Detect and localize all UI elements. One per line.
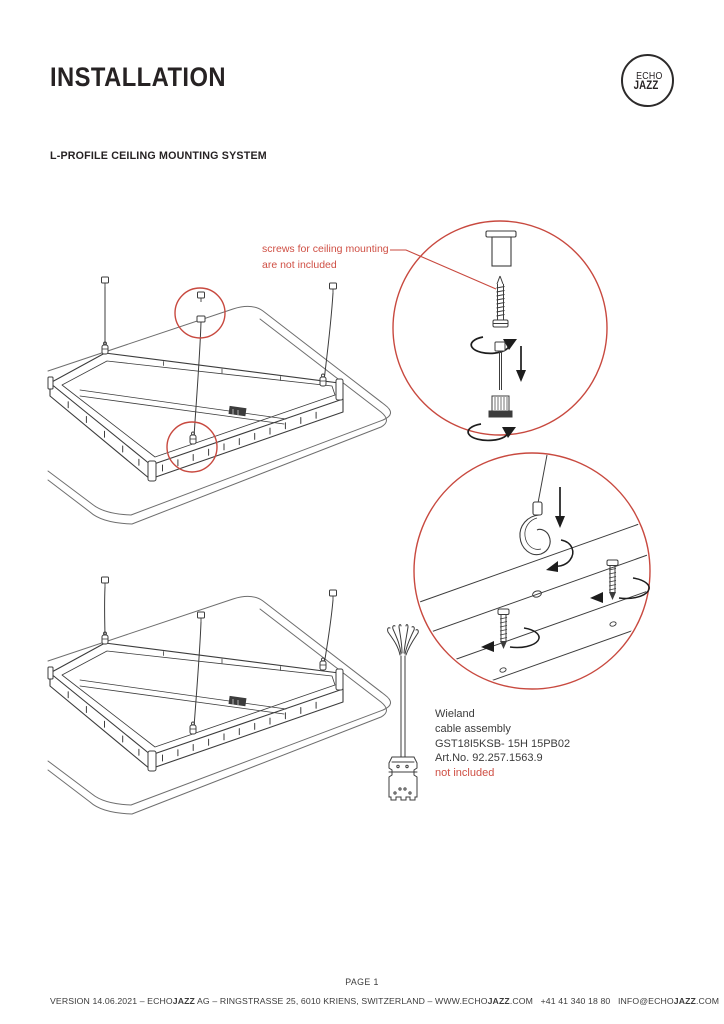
- footer-seg-address: AG – RINGSTRASSE 25, 6010 KRIENS, SWITZERLAND – WWW.ECHO: [194, 996, 488, 1006]
- footer-seg-phone: +41 41 340 18 80: [540, 996, 618, 1006]
- detail-circle-screw-assembly: [393, 221, 607, 440]
- footer-line: [50, 996, 720, 1006]
- wieland-not-included: not included: [435, 767, 495, 780]
- wieland-line4: Art.No. 92.257.1563.9: [435, 752, 543, 765]
- footer-seg-jazz1: JAZZ: [172, 996, 195, 1006]
- wieland-caption: [435, 707, 570, 781]
- ceiling-mount-diagram-step1: [48, 277, 391, 524]
- screws-note-line2: are not included: [262, 258, 337, 271]
- logo-word-echo: ECHO: [636, 69, 663, 82]
- footer-seg-com1: .COM: [509, 996, 541, 1006]
- detail-circle-cable-hook: [414, 453, 668, 704]
- section-subtitle: L-PROFILE CEILING MOUNTING SYSTEM: [50, 150, 267, 162]
- wieland-connector-drawing: [388, 625, 419, 800]
- footer-seg-version: VERSION 14.06.2021 – ECHO: [50, 996, 173, 1006]
- ceiling-mount-diagram-step2: [48, 577, 391, 814]
- footer-seg-com2: .COM: [695, 996, 720, 1006]
- leader-line: [390, 250, 496, 289]
- screws-note-line1: screws for ceiling mounting: [262, 243, 389, 255]
- footer-seg-email: INFO@ECHO: [617, 996, 674, 1006]
- footer-seg-jazz2: JAZZ: [487, 996, 510, 1006]
- logo-word-jazz: JAZZ: [633, 79, 659, 92]
- page-number-label: PAGE 1: [345, 977, 379, 987]
- wieland-line3: GST18I5KSB- 15H 15PB02: [435, 737, 571, 750]
- wieland-line2: cable assembly: [435, 722, 511, 735]
- footer-seg-jazz3: JAZZ: [673, 996, 696, 1006]
- wieland-line1: Wieland: [435, 708, 475, 720]
- page-title: INSTALLATION: [50, 62, 226, 92]
